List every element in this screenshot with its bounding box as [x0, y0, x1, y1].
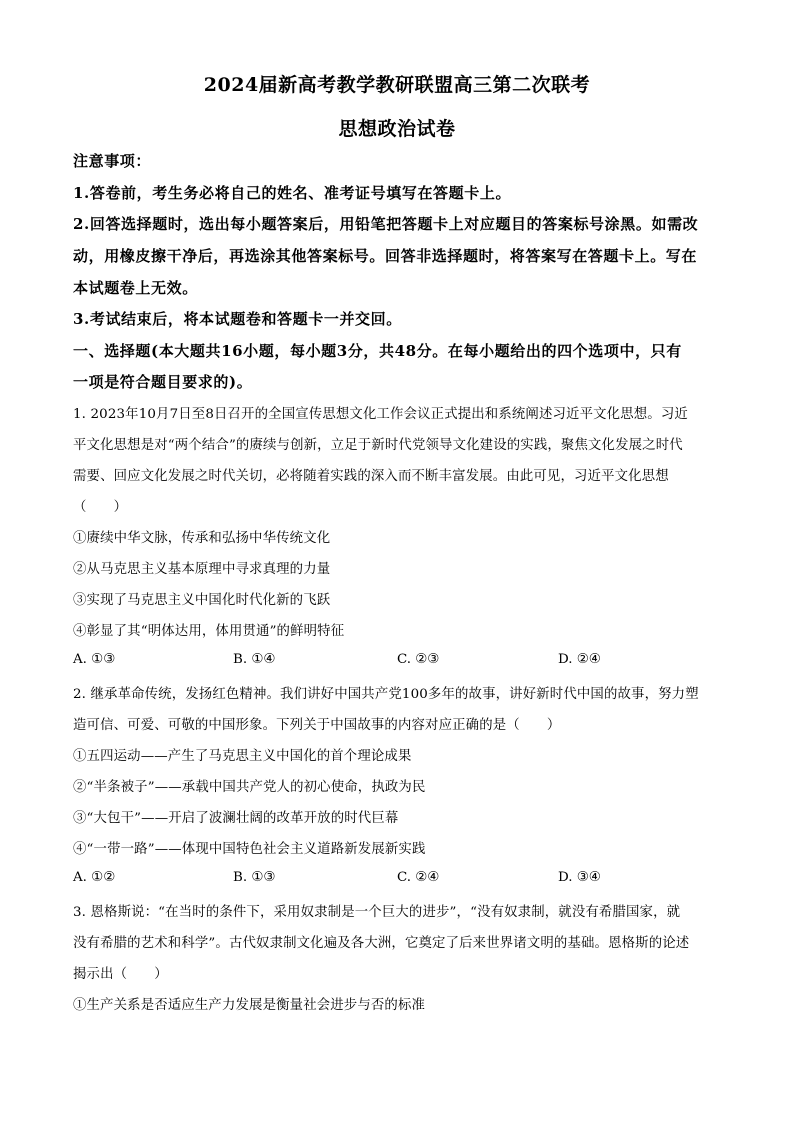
- exam-title: 2024届新高考教学教研联盟高三第二次联考: [203, 74, 591, 96]
- notice-item-3: 3.考试结束后，将本试题卷和答题卡一并交回。: [73, 310, 402, 328]
- notice-item-2-line-2: 动，用橡皮擦干净后，再选涂其他答案标号。回答非选择题时，将答案写在答题卡上。写在: [73, 247, 698, 265]
- section-heading-line-1: 一、选择题(本大题共16小题，每小题3分，共48分。在每小题给出的四个选项中，只有: [73, 342, 682, 360]
- q1-statement-3: ③实现了马克思主义中国化时代化新的飞跃: [73, 593, 331, 608]
- q1-option-b: B. ①④: [233, 652, 276, 667]
- q1-statement-2: ②从马克思主义基本原理中寻求真理的力量: [73, 562, 331, 577]
- q1-statement-1: ①赓续中华文脉，传承和弘扬中华传统文化: [73, 531, 331, 546]
- q3-stem-line-1: 3. 恩格斯说：“在当时的条件下，采用奴隶制是一个巨大的进步”，“没有奴隶制，就没有希腊国家，就: [73, 905, 681, 920]
- q1-stem-line-1: 1. 2023年10月7日至8日召开的全国宣传思想文化工作会议正式提出和系统阐述习近平文化思想。习近: [73, 407, 688, 422]
- q2-option-a: A. ①②: [73, 870, 116, 885]
- q1-stem-line-2: 平文化思想是对“两个结合”的赓续与创新，立足于新时代党领导文化建设的实践，聚焦文化发展之时代: [73, 438, 683, 453]
- notice-item-2-line-1: 2.回答选择题时，选出每小题答案后，用铅笔把答题卡上对应题目的答案标号涂黑。如需改: [73, 215, 699, 233]
- q1-stem-line-4: （ ）: [73, 500, 128, 515]
- q3-stem-line-2: 没有希腊的艺术和科学”。古代奴隶制文化遍及各大洲，它奠定了后来世界诸文明的基础。恩格斯的论述: [73, 936, 690, 951]
- q1-option-c: C. ②③: [397, 652, 440, 667]
- notice-item-1: 1.答卷前，考生务必将自己的姓名、准考证号填写在答题卡上。: [73, 184, 512, 202]
- q2-statement-1: ①五四运动——产生了马克思主义中国化的首个理论成果: [73, 749, 412, 764]
- q1-option-a: A. ①③: [73, 652, 116, 667]
- q1-option-d: D. ②④: [558, 652, 601, 667]
- q2-option-b: B. ①③: [233, 870, 276, 885]
- section-heading-line-2: 一项是符合题目要求的)。: [73, 373, 253, 391]
- q2-statement-2: ②“半条被子”——承载中国共产党人的初心使命，执政为民: [73, 780, 426, 795]
- notice-item-2-line-3: 本试题卷上无效。: [73, 279, 198, 297]
- q1-statement-4: ④彰显了其“明体达用，体用贯通”的鲜明特征: [73, 624, 345, 639]
- q2-statement-3: ③“大包干”——开启了波澜壮阔的改革开放的时代巨幕: [73, 811, 399, 826]
- q2-option-c: C. ②④: [397, 870, 440, 885]
- q3-stem-line-3: 揭示出（ ）: [73, 967, 168, 982]
- q2-stem-line-2: 造可信、可爱、可敬的中国形象。下列关于中国故事的内容对应正确的是（ ）: [73, 718, 561, 733]
- q2-option-d: D. ③④: [558, 870, 601, 885]
- q3-statement-1: ①生产关系是否适应生产力发展是衡量社会进步与否的标准: [73, 998, 426, 1013]
- notice-heading: 注意事项：: [73, 152, 152, 170]
- exam-subject: 思想政治试卷: [338, 118, 456, 140]
- q1-stem-line-3: 需要、回应文化发展之时代关切，必将随着实践的深入而不断丰富发展。由此可见，习近平文化思想: [73, 469, 669, 484]
- q2-statement-4: ④“一带一路”——体现中国特色社会主义道路新发展新实践: [73, 842, 426, 857]
- q2-stem-line-1: 2. 继承革命传统，发扬红色精神。我们讲好中国共产党100多年的故事，讲好新时代中国的故事，努力塑: [73, 687, 699, 702]
